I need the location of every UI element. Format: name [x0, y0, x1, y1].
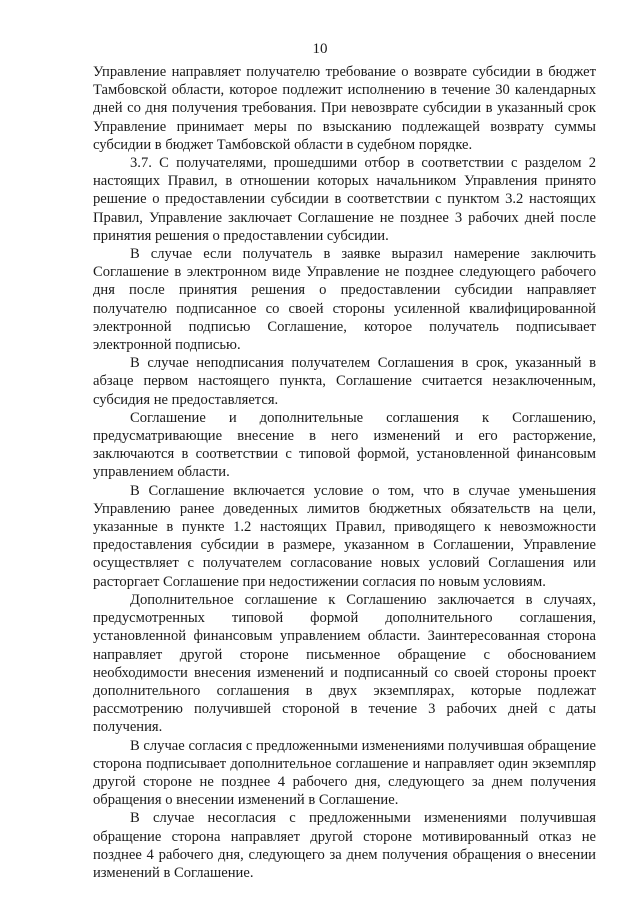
paragraph-3-7-agreement-deadline: 3.7. С получателями, прошедшими отбор в соответствии с разделом 2 настоящих Правил, в отношении которых начальником Управления принято решение о предоставлении субсидии в соответствии с пунктом 3.2 настоящих Правил, Управление заключает Соглашение не позднее 3 рабочих дней после принятия решения о предоставлении субсидии.: [93, 155, 596, 244]
paragraph-unsigned-agreement: В случае неподписания получателем Соглашения в срок, указанный в абзаце первом настоящего пункта, Соглашение считается незаключенным, субсидия не предоставляется.: [93, 355, 596, 408]
paragraph-typical-form: Соглашение и дополнительные соглашения к Соглашению, предусматривающие внесение в него изменений и его расторжение, заключаются в соответствии с типовой формой, установленной финансовым управлением области.: [93, 409, 596, 481]
paragraph-electronic-agreement: В случае если получатель в заявке выразил намерение заключить Соглашение в электронном виде Управление не позднее следующего рабочего дня после принятия решения о предоставлении субсидии направляет получателю подписанное со своей стороны усиленной квалифицированной электронной подписью Соглашение, которое получатель подписывает электронной подписью.: [93, 246, 596, 354]
paragraph-refusal: В случае несогласия с предложенными изменениями получившая обращение сторона направляет другой стороне мотивированный отказ не позднее 4 рабочего дня, следующего за днем получения обращения о внесении изменений в Соглашение.: [93, 810, 596, 881]
paragraph-subsidy-return: Управление направляет получателю требование о возврате субсидии в бюджет Тамбовской области, которое подлежит исполнению в течение 30 календарных дней со дня получения требования. При невозврате субсидии в указанный срок Управление принимает меры по взысканию подлежащей возврату суммы субсидии в бюджет Тамбовской области в судебном порядке.: [93, 64, 596, 153]
paragraph-consent: В случае согласия с предложенными изменениями получившая обращение сторона подписывает дополнительное соглашение и направляет один экземпляр другой стороне не позднее 4 рабочего дня, следующего за днем получения обращения о внесении изменений в Соглашение.: [93, 737, 596, 809]
document-body: [93, 63, 596, 882]
page-number: 10: [312, 41, 328, 57]
paragraph-limits-reduction: В Соглашение включается условие о том, что в случае уменьшения Управлению ранее доведенных лимитов бюджетных обязательств на цели, указанные в пункте 1.2 настоящих Правил, приводящего к невозможности предоставления субсидии в размере, указанном в Соглашении, Управление осуществляет с получателем согласование новых условий Соглашения или расторгает Соглашение при недостижении согласия по новым условиям.: [93, 482, 596, 590]
paragraph-additional-agreement: Дополнительное соглашение к Соглашению заключается в случаях, предусмотренных типовой формой дополнительного соглашения, установленной финансовым управлением области. Заинтересованная сторона направляет другой стороне письменное обращение с обоснованием необходимости внесения изменений и подписанный со своей стороны проект дополнительного соглашения в двух экземплярах, которые подлежат рассмотрению получившей стороной в течение 3 рабочих дней с даты получения.: [93, 591, 596, 736]
